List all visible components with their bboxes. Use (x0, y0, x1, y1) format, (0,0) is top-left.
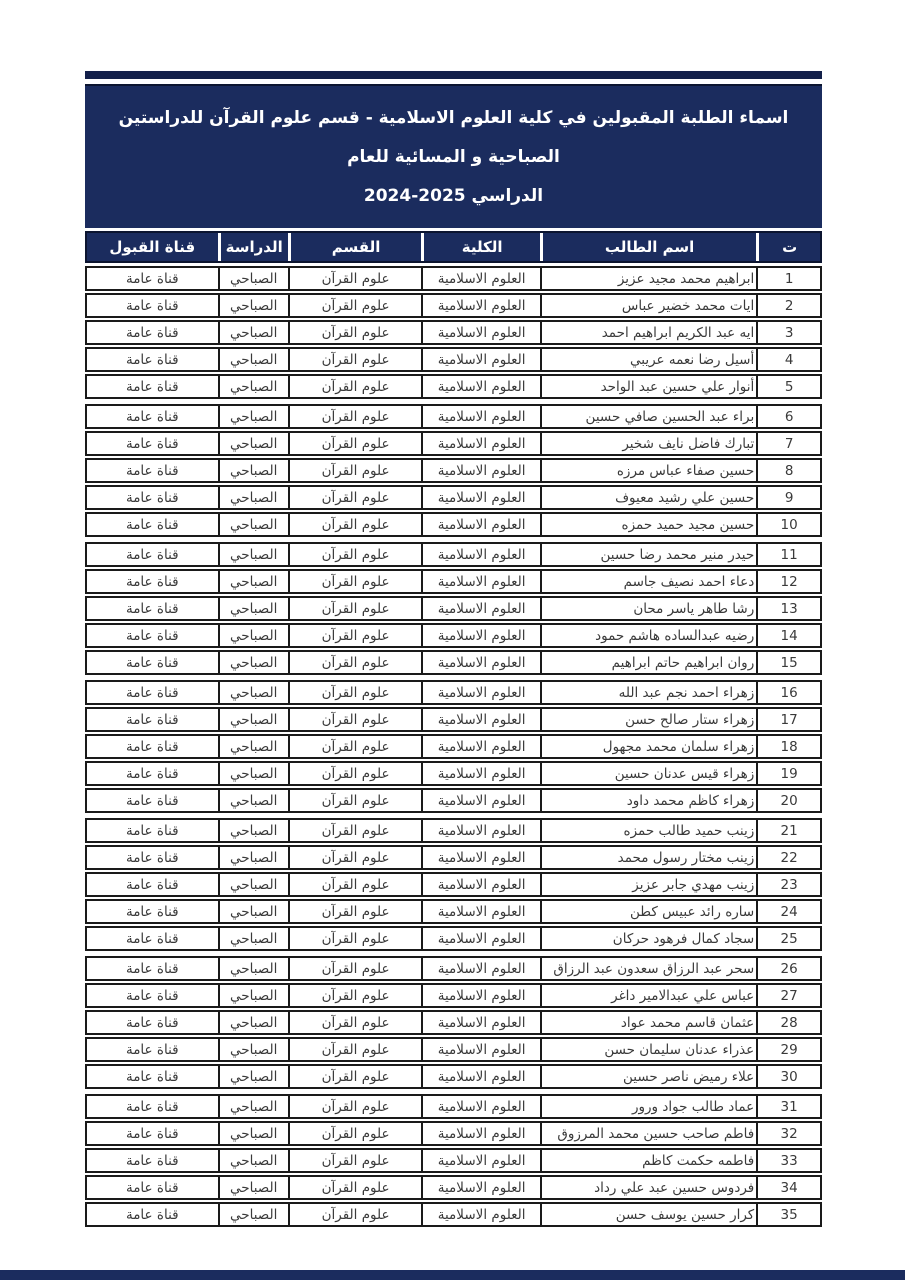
cell-name: علاء رميض ناصر حسين (540, 1066, 756, 1087)
table-row (85, 512, 822, 537)
cell-channel: قناة عامة (125, 1125, 179, 1142)
table-row (85, 623, 822, 648)
cell-study: الصباحي (218, 1177, 288, 1198)
cell-name: رشا طاهر ياسر محان (540, 598, 756, 619)
cell-study: الصباحي (218, 460, 288, 481)
cell-study: الصباحي (218, 322, 288, 343)
cell-dept: علوم القرآن (288, 736, 421, 757)
cell-channel: قناة عامة (125, 546, 179, 563)
cell-name: زهراء سلمان محمد مجهول (540, 736, 756, 757)
cell-name: عذراء عدنان سليمان حسن (540, 1039, 756, 1060)
cell-name: عباس علي عبدالامير داغر (540, 985, 756, 1006)
cell-no: 27 (756, 985, 820, 1006)
cell-college: العلوم الاسلامية (421, 514, 540, 535)
cell-no: 18 (756, 736, 820, 757)
table-row (85, 680, 822, 705)
cell-channel: قناة عامة (125, 1098, 179, 1115)
cell-college: العلوم الاسلامية (421, 709, 540, 730)
column-header-dept: القسم (288, 233, 421, 261)
cell-study: الصباحي (218, 1150, 288, 1171)
cell-college: العلوم الاسلامية (421, 847, 540, 868)
cell-no: 17 (756, 709, 820, 730)
cell-study: الصباحي (218, 376, 288, 397)
cell-channel: قناة عامة (125, 1014, 179, 1031)
cell-study: الصباحي (218, 901, 288, 922)
cell-dept: علوم القرآن (288, 985, 421, 1006)
cell-college: العلوم الاسلامية (421, 571, 540, 592)
cell-dept: علوم القرآن (288, 1204, 421, 1225)
table-row (85, 458, 822, 483)
cell-dept: علوم القرآن (288, 709, 421, 730)
table-row (85, 320, 822, 345)
cell-channel: قناة عامة (125, 516, 179, 533)
cell-study: الصباحي (218, 928, 288, 949)
table-row (85, 707, 822, 732)
cell-no: 10 (756, 514, 820, 535)
cell-dept: علوم القرآن (288, 349, 421, 370)
cell-no: 21 (756, 820, 820, 841)
cell-college: العلوم الاسلامية (421, 544, 540, 565)
cell-dept: علوم القرآن (288, 376, 421, 397)
table-row (85, 956, 822, 981)
cell-college: العلوم الاسلامية (421, 487, 540, 508)
cell-study: الصباحي (218, 406, 288, 427)
cell-channel: قناة عامة (125, 876, 179, 893)
cell-channel: قناة عامة (125, 627, 179, 644)
cell-channel: قناة عامة (125, 822, 179, 839)
table-body (85, 266, 822, 1232)
cell-study: الصباحي (218, 820, 288, 841)
cell-study: الصباحي (218, 1012, 288, 1033)
table-top-bar (85, 71, 822, 79)
cell-channel: قناة عامة (125, 738, 179, 755)
cell-channel: قناة عامة (125, 351, 179, 368)
cell-college: العلوم الاسلامية (421, 406, 540, 427)
table-row (85, 1148, 822, 1173)
cell-study: الصباحي (218, 433, 288, 454)
table-row (85, 485, 822, 510)
cell-channel: قناة عامة (125, 987, 179, 1004)
cell-study: الصباحي (218, 709, 288, 730)
cell-college: العلوم الاسلامية (421, 322, 540, 343)
table-row (85, 734, 822, 759)
column-header-college: الكلية (421, 233, 540, 261)
cell-study: الصباحي (218, 985, 288, 1006)
cell-study: الصباحي (218, 625, 288, 646)
cell-dept: علوم القرآن (288, 322, 421, 343)
cell-no: 1 (756, 268, 820, 289)
table-row (85, 1121, 822, 1146)
cell-dept: علوم القرآن (288, 901, 421, 922)
cell-dept: علوم القرآن (288, 625, 421, 646)
cell-no: 25 (756, 928, 820, 949)
cell-channel: قناة عامة (125, 1068, 179, 1085)
cell-no: 8 (756, 460, 820, 481)
cell-name: رضيه عبدالساده هاشم حمود (540, 625, 756, 646)
table-row (85, 431, 822, 456)
cell-no: 15 (756, 652, 820, 673)
cell-channel: قناة عامة (125, 684, 179, 701)
cell-study: الصباحي (218, 487, 288, 508)
cell-name: زينب مهدي جابر عزيز (540, 874, 756, 895)
table-row (85, 1037, 822, 1062)
column-header-study: الدراسة (218, 233, 288, 261)
cell-name: زينب مختار رسول محمد (540, 847, 756, 868)
table-row (85, 761, 822, 786)
cell-no: 32 (756, 1123, 820, 1144)
table-row (85, 374, 822, 399)
cell-name: ساره رائد عبيس كطن (540, 901, 756, 922)
table-row (85, 926, 822, 951)
cell-no: 28 (756, 1012, 820, 1033)
cell-name: روان ابراهيم حاتم ابراهيم (540, 652, 756, 673)
table-row (85, 1010, 822, 1035)
cell-study: الصباحي (218, 514, 288, 535)
cell-no: 26 (756, 958, 820, 979)
cell-dept: علوم القرآن (288, 1039, 421, 1060)
cell-dept: علوم القرآن (288, 1177, 421, 1198)
cell-no: 29 (756, 1039, 820, 1060)
cell-channel: قناة عامة (125, 1041, 179, 1058)
cell-study: الصباحي (218, 958, 288, 979)
cell-no: 33 (756, 1150, 820, 1171)
cell-study: الصباحي (218, 571, 288, 592)
cell-college: العلوم الاسلامية (421, 1012, 540, 1033)
cell-study: الصباحي (218, 349, 288, 370)
cell-college: العلوم الاسلامية (421, 460, 540, 481)
cell-college: العلوم الاسلامية (421, 1204, 540, 1225)
cell-name: فردوس حسين عبد علي رداد (540, 1177, 756, 1198)
cell-study: الصباحي (218, 1096, 288, 1117)
cell-no: 34 (756, 1177, 820, 1198)
cell-no: 11 (756, 544, 820, 565)
cell-study: الصباحي (218, 763, 288, 784)
table-row (85, 293, 822, 318)
cell-channel: قناة عامة (125, 711, 179, 728)
cell-channel: قناة عامة (125, 462, 179, 479)
cell-channel: قناة عامة (125, 654, 179, 671)
cell-dept: علوم القرآن (288, 1066, 421, 1087)
table-row (85, 266, 822, 291)
cell-name: ايات محمد خضير عباس (540, 295, 756, 316)
cell-college: العلوم الاسلامية (421, 1150, 540, 1171)
table-row (85, 872, 822, 897)
cell-name: حسين علي رشيد معيوف (540, 487, 756, 508)
cell-study: الصباحي (218, 268, 288, 289)
table-row (85, 404, 822, 429)
table-row (85, 347, 822, 372)
cell-study: الصباحي (218, 1204, 288, 1225)
table-row (85, 1202, 822, 1227)
cell-college: العلوم الاسلامية (421, 958, 540, 979)
cell-no: 9 (756, 487, 820, 508)
cell-college: العلوم الاسلامية (421, 901, 540, 922)
table-row (85, 650, 822, 675)
cell-college: العلوم الاسلامية (421, 1039, 540, 1060)
cell-dept: علوم القرآن (288, 460, 421, 481)
cell-channel: قناة عامة (125, 573, 179, 590)
cell-dept: علوم القرآن (288, 820, 421, 841)
cell-channel: قناة عامة (125, 1152, 179, 1169)
cell-name: أنوار علي حسين عبد الواحد (540, 376, 756, 397)
cell-study: الصباحي (218, 652, 288, 673)
title-line-1: اسماء الطلبة المقبولين في كلية العلوم الاسلامية - قسم علوم القرآن للدراستين الصباحية و المسائية للعام (118, 108, 789, 167)
cell-name: فاطم صاحب حسين محمد المرزوق (540, 1123, 756, 1144)
cell-dept: علوم القرآن (288, 268, 421, 289)
cell-college: العلوم الاسلامية (421, 790, 540, 811)
cell-name: حسين صفاء عباس مرزه (540, 460, 756, 481)
cell-college: العلوم الاسلامية (421, 928, 540, 949)
cell-channel: قناة عامة (125, 1179, 179, 1196)
cell-dept: علوم القرآن (288, 1012, 421, 1033)
cell-name: ابراهيم محمد مجيد عزيز (540, 268, 756, 289)
cell-name: فاطمه حكمت كاظم (540, 1150, 756, 1171)
column-header-name: اسم الطالب (540, 233, 756, 261)
cell-no: 30 (756, 1066, 820, 1087)
table-row (85, 1094, 822, 1119)
cell-no: 4 (756, 349, 820, 370)
cell-dept: علوم القرآن (288, 652, 421, 673)
title-line-2: الدراسي 2025-2024 (363, 186, 544, 206)
cell-channel: قناة عامة (125, 930, 179, 947)
cell-no: 12 (756, 571, 820, 592)
column-header-channel: قناة القبول (87, 233, 217, 261)
cell-channel: قناة عامة (125, 297, 179, 314)
cell-channel: قناة عامة (125, 270, 179, 287)
cell-college: العلوم الاسلامية (421, 736, 540, 757)
cell-dept: علوم القرآن (288, 1123, 421, 1144)
cell-no: 5 (756, 376, 820, 397)
cell-no: 3 (756, 322, 820, 343)
cell-college: العلوم الاسلامية (421, 295, 540, 316)
cell-college: العلوم الاسلامية (421, 1123, 540, 1144)
cell-dept: علوم القرآن (288, 847, 421, 868)
cell-dept: علوم القرآن (288, 544, 421, 565)
cell-name: براء عبد الحسين صافي حسين (540, 406, 756, 427)
cell-dept: علوم القرآن (288, 571, 421, 592)
cell-no: 35 (756, 1204, 820, 1225)
cell-name: دعاء احمد نصيف جاسم (540, 571, 756, 592)
cell-college: العلوم الاسلامية (421, 763, 540, 784)
cell-study: الصباحي (218, 682, 288, 703)
cell-channel: قناة عامة (125, 1206, 179, 1223)
cell-channel: قناة عامة (125, 792, 179, 809)
cell-channel: قناة عامة (125, 765, 179, 782)
cell-name: أسيل رضا نعمه عريبي (540, 349, 756, 370)
cell-dept: علوم القرآن (288, 790, 421, 811)
cell-dept: علوم القرآن (288, 433, 421, 454)
cell-college: العلوم الاسلامية (421, 349, 540, 370)
cell-dept: علوم القرآن (288, 763, 421, 784)
cell-college: العلوم الاسلامية (421, 268, 540, 289)
cell-college: العلوم الاسلامية (421, 682, 540, 703)
cell-no: 19 (756, 763, 820, 784)
cell-college: العلوم الاسلامية (421, 625, 540, 646)
table-row (85, 899, 822, 924)
cell-study: الصباحي (218, 847, 288, 868)
cell-channel: قناة عامة (125, 408, 179, 425)
cell-study: الصباحي (218, 1066, 288, 1087)
cell-dept: علوم القرآن (288, 958, 421, 979)
cell-no: 7 (756, 433, 820, 454)
cell-channel: قناة عامة (125, 435, 179, 452)
cell-name: كرار حسين يوسف حسن (540, 1204, 756, 1225)
table-header-row (85, 231, 822, 263)
cell-college: العلوم الاسلامية (421, 433, 540, 454)
cell-dept: علوم القرآن (288, 1150, 421, 1171)
title-block (85, 84, 822, 228)
cell-college: العلوم الاسلامية (421, 874, 540, 895)
cell-study: الصباحي (218, 874, 288, 895)
cell-study: الصباحي (218, 736, 288, 757)
cell-name: زهراء كاظم محمد داود (540, 790, 756, 811)
cell-name: حيدر منير محمد رضا حسين (540, 544, 756, 565)
cell-study: الصباحي (218, 790, 288, 811)
table-row (85, 818, 822, 843)
cell-name: تبارك فاضل نايف شخير (540, 433, 756, 454)
cell-no: 6 (756, 406, 820, 427)
cell-dept: علوم القرآن (288, 406, 421, 427)
admissions-table-document (85, 71, 822, 1232)
cell-name: عماد طالب جواد ورور (540, 1096, 756, 1117)
cell-name: زينب حميد طالب حمزه (540, 820, 756, 841)
cell-dept: علوم القرآن (288, 487, 421, 508)
cell-channel: قناة عامة (125, 903, 179, 920)
cell-dept: علوم القرآن (288, 928, 421, 949)
cell-no: 23 (756, 874, 820, 895)
cell-no: 16 (756, 682, 820, 703)
cell-name: زهراء احمد نجم عبد الله (540, 682, 756, 703)
cell-channel: قناة عامة (125, 849, 179, 866)
table-row (85, 983, 822, 1008)
cell-channel: قناة عامة (125, 600, 179, 617)
cell-name: سجاد كمال فرهود حركان (540, 928, 756, 949)
cell-no: 14 (756, 625, 820, 646)
cell-study: الصباحي (218, 1039, 288, 1060)
cell-no: 31 (756, 1096, 820, 1117)
cell-dept: علوم القرآن (288, 1096, 421, 1117)
cell-no: 20 (756, 790, 820, 811)
cell-name: زهراء ستار صالح حسن (540, 709, 756, 730)
table-row (85, 1175, 822, 1200)
cell-college: العلوم الاسلامية (421, 985, 540, 1006)
cell-college: العلوم الاسلامية (421, 598, 540, 619)
cell-college: العلوم الاسلامية (421, 1096, 540, 1117)
table-row (85, 845, 822, 870)
cell-no: 24 (756, 901, 820, 922)
cell-channel: قناة عامة (125, 324, 179, 341)
cell-study: الصباحي (218, 295, 288, 316)
table-row (85, 596, 822, 621)
cell-channel: قناة عامة (125, 960, 179, 977)
table-row (85, 1064, 822, 1089)
cell-name: ايه عبد الكريم ابراهيم احمد (540, 322, 756, 343)
table-row (85, 788, 822, 813)
cell-no: 13 (756, 598, 820, 619)
cell-name: عثمان قاسم محمد عواد (540, 1012, 756, 1033)
table-row (85, 569, 822, 594)
cell-dept: علوم القرآن (288, 598, 421, 619)
cell-study: الصباحي (218, 544, 288, 565)
cell-study: الصباحي (218, 598, 288, 619)
cell-dept: علوم القرآن (288, 874, 421, 895)
cell-channel: قناة عامة (125, 489, 179, 506)
cell-college: العلوم الاسلامية (421, 820, 540, 841)
footer-bar (0, 1270, 905, 1280)
cell-dept: علوم القرآن (288, 682, 421, 703)
cell-dept: علوم القرآن (288, 514, 421, 535)
cell-no: 2 (756, 295, 820, 316)
table-row (85, 542, 822, 567)
cell-dept: علوم القرآن (288, 295, 421, 316)
column-header-no: ت (756, 233, 820, 261)
cell-no: 22 (756, 847, 820, 868)
cell-college: العلوم الاسلامية (421, 652, 540, 673)
cell-college: العلوم الاسلامية (421, 376, 540, 397)
cell-college: العلوم الاسلامية (421, 1066, 540, 1087)
cell-channel: قناة عامة (125, 378, 179, 395)
cell-college: العلوم الاسلامية (421, 1177, 540, 1198)
cell-name: حسين مجيد حميد حمزه (540, 514, 756, 535)
cell-study: الصباحي (218, 1123, 288, 1144)
cell-name: سحر عبد الرزاق سعدون عبد الرزاق (540, 958, 756, 979)
cell-name: زهراء قيس عدنان حسين (540, 763, 756, 784)
